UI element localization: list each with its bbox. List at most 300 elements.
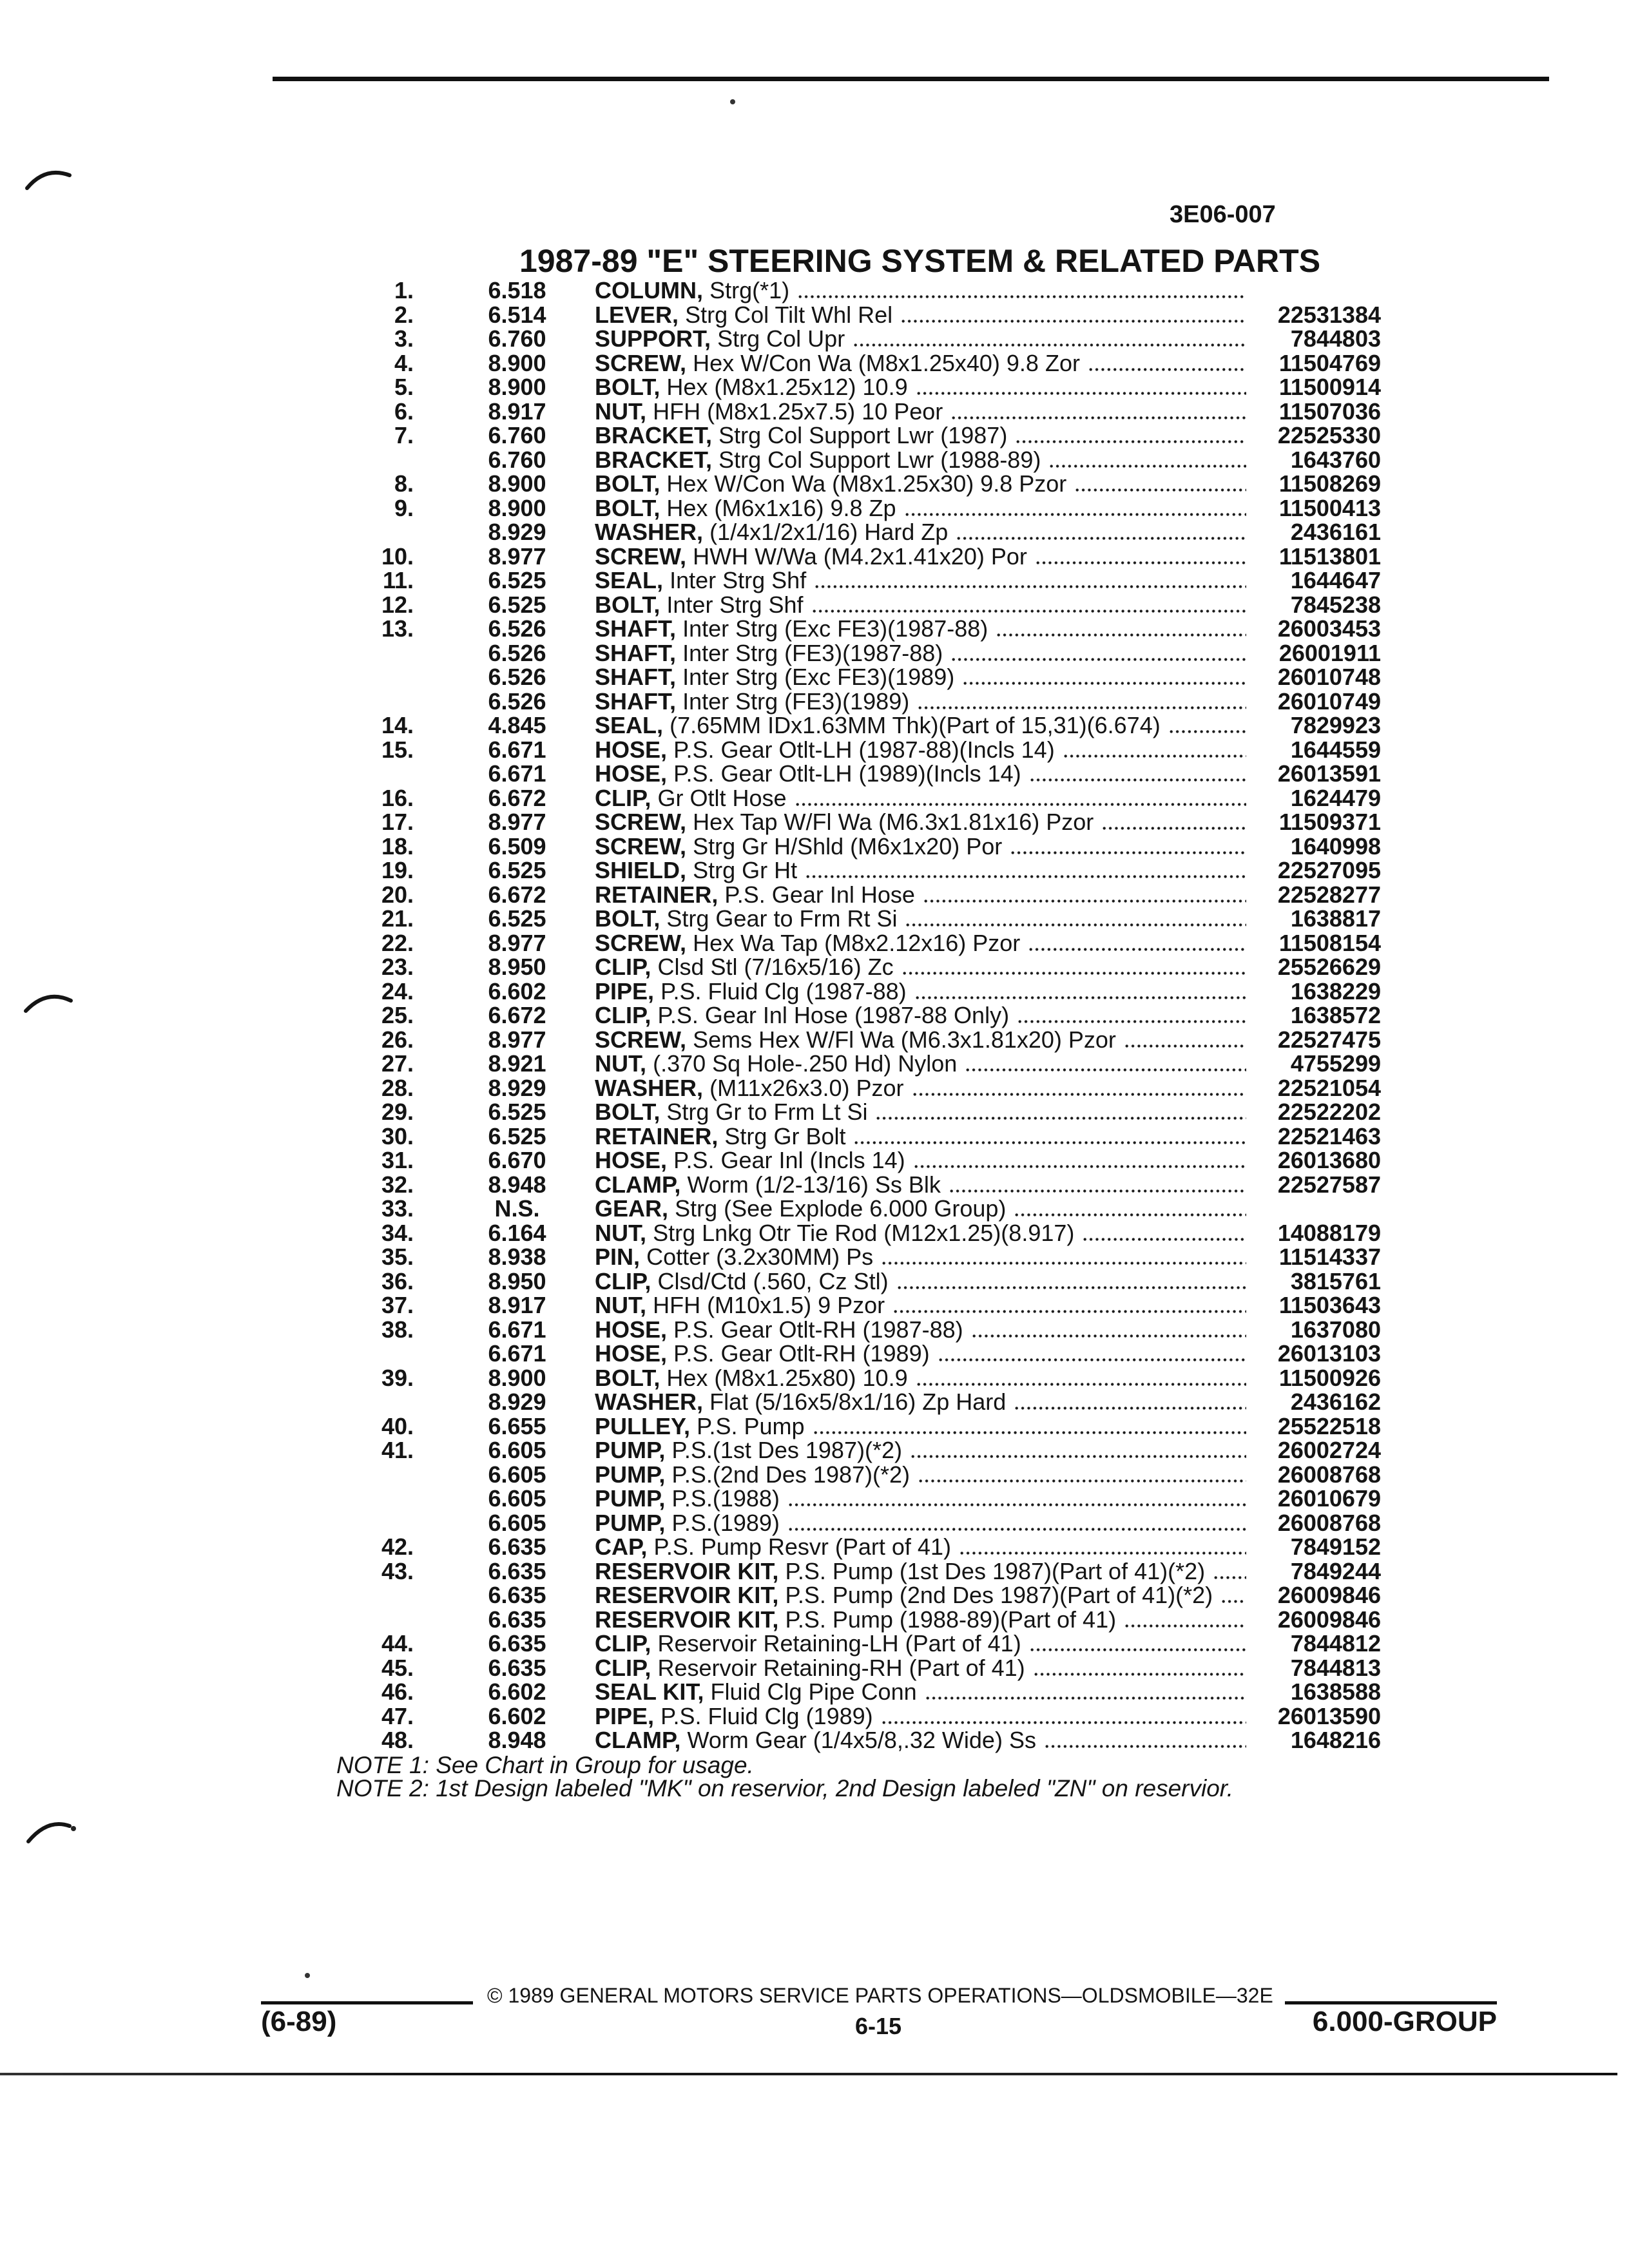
footer-right-rule	[1285, 2001, 1497, 2004]
item-number: 15.	[381, 736, 414, 763]
group-number: 8.948	[488, 1727, 546, 1753]
part-name: NUT,	[595, 1050, 646, 1077]
table-row	[335, 1318, 1381, 1342]
group-number: 6.526	[488, 664, 546, 690]
part-name: NUT,	[595, 1219, 646, 1246]
part-name: CLAMP,	[595, 1171, 681, 1198]
part-spec: P.S. Gear Otlt-RH (1987-88)	[673, 1316, 963, 1343]
part-spec: Strg Gr Bolt	[724, 1122, 846, 1149]
dot-leader	[1168, 730, 1246, 733]
group-number: 6.671	[488, 1340, 546, 1367]
part-number: 7849152	[1290, 1533, 1381, 1560]
part-number: 22522202	[1277, 1099, 1381, 1125]
part-name: BOLT,	[595, 591, 660, 618]
description-cell	[595, 858, 1250, 883]
part-number: 7829923	[1290, 712, 1381, 738]
part-number: 2436162	[1290, 1389, 1381, 1415]
dot-leader	[1029, 1648, 1246, 1651]
item-number: 19.	[381, 857, 414, 883]
part-number: 7844803	[1290, 325, 1381, 352]
item-number: 4.	[394, 349, 414, 376]
dot-leader	[787, 1503, 1246, 1506]
description-cell	[595, 1559, 1250, 1584]
group-number: 6.525	[488, 1099, 546, 1125]
part-name: SCREW,	[595, 1026, 687, 1053]
description-cell	[595, 1463, 1250, 1487]
group-number: 6.602	[488, 977, 546, 1004]
table-row	[335, 1148, 1381, 1173]
dot-leader	[901, 972, 1246, 975]
part-number: 3815761	[1290, 1267, 1381, 1294]
part-name: PUMP,	[595, 1437, 666, 1463]
dot-leader	[1124, 1044, 1246, 1048]
part-spec: Reservoir Retaining-LH (Part of 41)	[657, 1630, 1021, 1657]
part-spec: P.S. Gear Inl Hose (1987-88 Only)	[657, 1002, 1010, 1028]
table-row	[335, 1535, 1381, 1559]
item-number: 6.	[394, 398, 414, 425]
table-row	[335, 496, 1381, 521]
part-spec: P.S. Gear Otlt-RH (1989)	[673, 1340, 930, 1367]
description-cell	[595, 1148, 1250, 1173]
item-number: 26.	[381, 1026, 414, 1053]
part-spec: P.S.(1989)	[671, 1509, 780, 1536]
table-row	[335, 713, 1381, 738]
description-cell	[595, 1656, 1250, 1680]
part-spec: Strg Gear to Frm Rt Si	[666, 905, 898, 932]
part-spec: Strg Gr H/Shld (M6x1x20) Por	[693, 832, 1003, 860]
table-row	[335, 1173, 1381, 1197]
dot-leader	[1063, 754, 1246, 758]
part-spec: P.S. Pump (1st Des 1987)(Part of 41)(*2)	[785, 1557, 1206, 1584]
part-spec: Cotter (3.2x30MM) Ps	[646, 1244, 874, 1270]
table-row	[335, 1414, 1381, 1439]
description-cell	[595, 1486, 1250, 1511]
description-cell	[595, 1221, 1250, 1245]
table-row	[335, 1608, 1381, 1632]
table-row	[335, 1100, 1381, 1124]
dot-leader	[950, 416, 1246, 419]
group-number: 8.977	[488, 809, 546, 835]
part-spec: Hex (M6x1x16) 9.8 Zp	[666, 494, 896, 521]
dot-leader	[881, 1262, 1246, 1265]
table-row	[335, 858, 1381, 883]
part-name: SEAL,	[595, 712, 664, 738]
part-name: BOLT,	[595, 494, 660, 521]
description-cell	[595, 351, 1250, 376]
part-number: 1638817	[1290, 905, 1381, 932]
table-row	[335, 448, 1381, 472]
part-name: CAP,	[595, 1533, 648, 1560]
group-number: 8.900	[488, 374, 546, 400]
part-name: BOLT,	[595, 1099, 660, 1125]
part-number: 11514337	[1278, 1244, 1381, 1270]
dot-leader	[1082, 1238, 1246, 1241]
part-name: BOLT,	[595, 470, 660, 497]
item-number: 13.	[381, 615, 414, 642]
group-number: 6.518	[488, 277, 546, 303]
part-number: 1644559	[1290, 736, 1381, 763]
group-number: 8.900	[488, 349, 546, 376]
group-number: 6.760	[488, 325, 546, 352]
item-number: 28.	[381, 1074, 414, 1101]
part-spec: P.S. Pump Resvr (Part of 41)	[653, 1533, 951, 1560]
part-spec: P.S. Pump (2nd Des 1987)(Part of 41)(*2)	[785, 1582, 1213, 1608]
description-cell	[595, 665, 1250, 689]
item-number: 14.	[381, 712, 414, 738]
group-number: 6.605	[488, 1485, 546, 1512]
item-number: 36.	[381, 1267, 414, 1294]
group-number: 8.917	[488, 1292, 546, 1318]
dot-leader	[912, 1093, 1246, 1096]
part-number: 7845238	[1290, 591, 1381, 618]
part-name: BOLT,	[595, 905, 660, 932]
dot-leader	[1048, 465, 1246, 468]
description-cell	[595, 1269, 1250, 1294]
table-row	[335, 786, 1381, 811]
part-number: 26001911	[1278, 639, 1381, 666]
part-name: COLUMN,	[595, 277, 703, 303]
description-cell	[595, 423, 1250, 448]
description-cell	[595, 1390, 1250, 1414]
item-number: 38.	[381, 1316, 414, 1343]
group-number: 8.900	[488, 494, 546, 521]
part-spec: Worm (1/2-13/16) Ss Blk	[687, 1171, 941, 1198]
part-number: 1644647	[1290, 567, 1381, 593]
description-cell	[595, 1173, 1250, 1197]
description-cell	[595, 472, 1250, 496]
part-number: 11507036	[1278, 398, 1381, 425]
item-number: 9.	[394, 494, 414, 521]
part-number: 26013590	[1277, 1702, 1381, 1729]
part-number: 26010749	[1277, 687, 1381, 715]
part-spec: Hex W/Con Wa (M8x1.25x40) 9.8 Zor	[693, 349, 1080, 376]
item-number: 34.	[381, 1219, 414, 1246]
description-cell	[595, 1631, 1250, 1656]
part-spec: Worm Gear (1/4x5/8,.32 Wide) Ss	[687, 1727, 1036, 1753]
part-number: 26008768	[1277, 1509, 1381, 1536]
dot-leader	[1088, 368, 1246, 371]
note-2: NOTE 2: 1st Design labeled "MK" on reservior, 2nd Design labeled "ZN" on reservior.	[336, 1775, 1234, 1802]
dot-leader	[996, 633, 1246, 637]
group-number: 8.900	[488, 470, 546, 497]
part-spec: Inter Strg (FE3)(1989)	[682, 687, 910, 715]
part-number: 1643760	[1290, 446, 1381, 473]
dot-leader	[965, 1068, 1246, 1072]
item-number: 46.	[381, 1678, 414, 1705]
dot-leader	[918, 1479, 1246, 1483]
item-number: 5.	[394, 374, 414, 400]
group-number: 6.635	[488, 1557, 546, 1584]
description-cell	[595, 689, 1250, 714]
group-number: 6.525	[488, 591, 546, 618]
page-title: 1987-89 "E" STEERING SYSTEM & RELATED PARTS	[519, 243, 1321, 279]
item-number: 21.	[381, 905, 414, 932]
table-row	[335, 1583, 1381, 1608]
description-cell	[595, 1366, 1250, 1390]
dot-leader	[971, 1334, 1246, 1338]
description-cell	[595, 496, 1250, 521]
part-number: 26009846	[1277, 1582, 1381, 1608]
part-number: 22527475	[1277, 1026, 1381, 1053]
dot-leader	[904, 513, 1246, 516]
part-name: RETAINER,	[595, 1122, 718, 1149]
group-number: N.S.	[494, 1195, 540, 1222]
table-row	[335, 1124, 1381, 1149]
description-cell	[595, 979, 1250, 1004]
table-row	[335, 327, 1381, 351]
part-spec: Strg Gr Ht	[693, 857, 798, 883]
dot-leader	[795, 803, 1247, 806]
part-number: 11500914	[1278, 374, 1381, 400]
part-spec: P.S. Pump (1988-89)(Part of 41)	[785, 1606, 1117, 1633]
part-number: 26010748	[1277, 664, 1381, 690]
table-row	[335, 1728, 1381, 1753]
description-cell	[595, 641, 1250, 666]
dot-leader	[1213, 1576, 1246, 1579]
part-number: 1638229	[1290, 977, 1381, 1004]
group-number: 6.164	[488, 1219, 546, 1246]
group-number: 6.514	[488, 301, 546, 328]
part-name: PULLEY,	[595, 1412, 691, 1439]
item-number: 11.	[382, 567, 414, 593]
part-spec: Inter Strg Shf	[666, 591, 804, 618]
description-cell	[595, 1414, 1250, 1439]
item-number: 32.	[381, 1171, 414, 1198]
table-row	[335, 931, 1381, 956]
part-name: BRACKET,	[595, 446, 713, 473]
part-number: 22525330	[1277, 422, 1381, 448]
description-cell	[595, 448, 1250, 472]
item-number: 1.	[394, 277, 414, 303]
part-name: PUMP,	[595, 1461, 666, 1488]
group-number: 6.671	[488, 760, 546, 787]
table-row	[335, 399, 1381, 424]
part-number: 26009846	[1277, 1606, 1381, 1633]
item-number: 3.	[394, 325, 414, 352]
table-row	[335, 1680, 1381, 1704]
dot-leader	[925, 1696, 1246, 1700]
part-name: SHAFT,	[595, 615, 676, 642]
dot-leader	[853, 1141, 1246, 1144]
part-spec: Inter Strg Shf	[670, 567, 807, 593]
part-number: 26013591	[1277, 760, 1381, 787]
part-number: 22527587	[1277, 1171, 1381, 1198]
dot-leader	[900, 320, 1246, 323]
dot-leader	[787, 1528, 1246, 1531]
table-row	[335, 979, 1381, 1004]
table-row	[335, 617, 1381, 641]
part-number: 1638572	[1290, 1002, 1381, 1028]
part-name: SCREW,	[595, 809, 687, 835]
item-number: 20.	[381, 881, 414, 908]
part-name: PIPE,	[595, 977, 655, 1004]
part-spec: Strg Col Support Lwr (1987)	[718, 422, 1008, 448]
description-cell	[595, 1583, 1250, 1608]
punch-hole-shadow-mark	[28, 1824, 70, 1841]
table-row	[335, 1656, 1381, 1680]
description-cell	[595, 278, 1250, 303]
part-name: SCREW,	[595, 349, 687, 376]
dot-leader	[914, 996, 1246, 999]
table-row	[335, 1221, 1381, 1245]
part-spec: P.S.(2nd Des 1987)(*2)	[671, 1461, 910, 1488]
description-cell	[595, 1704, 1250, 1729]
part-spec: Clsd/Ctd (.560, Cz Stl)	[657, 1267, 889, 1294]
group-number: 6.605	[488, 1509, 546, 1536]
group-number: 6.671	[488, 736, 546, 763]
group-number: 8.950	[488, 954, 546, 980]
table-row	[335, 1245, 1381, 1269]
part-number: 11500926	[1278, 1364, 1381, 1391]
group-number: 6.635	[488, 1630, 546, 1657]
part-name: CLAMP,	[595, 1727, 681, 1753]
part-name: CLIP,	[595, 784, 651, 811]
item-number: 33.	[381, 1195, 414, 1222]
description-cell	[595, 1318, 1250, 1342]
table-row	[335, 1293, 1381, 1318]
group-number: 6.760	[488, 422, 546, 448]
part-number: 22528277	[1277, 881, 1381, 908]
part-spec: Hex Tap W/Fl Wa (M6.3x1.81x16) Pzor	[693, 809, 1094, 835]
table-row	[335, 1631, 1381, 1656]
dot-leader	[892, 1310, 1246, 1313]
part-name: LEVER,	[595, 301, 679, 328]
table-row	[335, 423, 1381, 448]
group-number: 8.917	[488, 398, 546, 425]
part-number: 1624479	[1290, 784, 1381, 811]
group-number: 8.977	[488, 1026, 546, 1053]
part-name: NUT,	[595, 1292, 646, 1318]
item-number: 30.	[381, 1122, 414, 1149]
part-name: SHAFT,	[595, 639, 676, 666]
dot-leader	[1033, 1673, 1246, 1676]
dot-leader	[797, 295, 1246, 298]
dot-leader	[1014, 1213, 1246, 1216]
part-name: PIPE,	[595, 1702, 655, 1729]
part-name: HOSE,	[595, 736, 668, 763]
table-row	[335, 1438, 1381, 1463]
table-row	[335, 1028, 1381, 1052]
dot-leader	[814, 585, 1246, 588]
item-number: 12.	[381, 591, 414, 618]
description-cell	[595, 399, 1250, 424]
group-number: 6.525	[488, 905, 546, 932]
dot-leader	[1014, 1407, 1246, 1410]
part-name: HOSE,	[595, 760, 668, 787]
part-spec: P.S. Gear Otlt-LH (1989)(Incls 14)	[673, 760, 1021, 787]
page-number: 6-15	[855, 2013, 902, 2039]
description-cell	[595, 931, 1250, 956]
part-number: 7844812	[1290, 1630, 1381, 1657]
part-spec: Strg(*1)	[709, 277, 790, 303]
group-number: 8.921	[488, 1050, 546, 1077]
part-name: HOSE,	[595, 1147, 668, 1173]
group-number: 8.938	[488, 1244, 546, 1270]
part-spec: Strg Lnkg Otr Tie Rod (M12x1.25)(8.917)	[653, 1219, 1075, 1246]
dot-leader	[938, 1358, 1246, 1361]
part-spec: Sems Hex W/Fl Wa (M6.3x1.81x20) Pzor	[693, 1026, 1116, 1053]
part-name: GEAR,	[595, 1195, 669, 1222]
item-number: 31.	[381, 1147, 414, 1173]
part-name: PUMP,	[595, 1509, 666, 1536]
scan-speck	[730, 99, 735, 104]
group-number: 6.526	[488, 687, 546, 715]
group-number: 6.670	[488, 1147, 546, 1173]
part-name: SCREW,	[595, 929, 687, 956]
part-number: 26003453	[1277, 615, 1381, 642]
part-name: CLIP,	[595, 954, 651, 980]
part-spec: Hex W/Con Wa (M8x1.25x30) 9.8 Pzor	[666, 470, 1067, 497]
description-cell	[595, 1728, 1250, 1753]
item-number: 44.	[381, 1630, 414, 1657]
part-number: 26013680	[1277, 1147, 1381, 1173]
table-row	[335, 1486, 1381, 1511]
group-number: 8.929	[488, 1074, 546, 1101]
description-cell	[595, 786, 1250, 811]
part-name: CLIP,	[595, 1630, 651, 1657]
group-label: 6.000-GROUP	[1312, 2006, 1497, 2037]
item-number: 18.	[381, 832, 414, 860]
dot-leader	[905, 923, 1246, 927]
item-number: 47.	[381, 1702, 414, 1729]
part-name: CLIP,	[595, 1002, 651, 1028]
dot-leader	[917, 706, 1246, 709]
punch-hole-shadow-mark	[26, 997, 71, 1011]
part-name: SUPPORT,	[595, 325, 711, 352]
part-name: SEAL,	[595, 567, 664, 593]
table-row	[335, 1559, 1381, 1584]
part-name: RESERVOIR KIT,	[595, 1582, 779, 1608]
part-name: BOLT,	[595, 374, 660, 400]
item-number: 29.	[381, 1099, 414, 1125]
part-name: RESERVOIR KIT,	[595, 1557, 779, 1584]
part-number: 11503643	[1278, 1292, 1381, 1318]
item-number: 41.	[381, 1437, 414, 1463]
group-number: 6.672	[488, 1002, 546, 1028]
table-row	[335, 593, 1381, 617]
table-row	[335, 375, 1381, 399]
item-number: 39.	[381, 1364, 414, 1391]
part-name: NUT,	[595, 398, 646, 425]
dot-leader	[1028, 948, 1246, 951]
part-name: CLIP,	[595, 1654, 651, 1681]
dot-leader	[1010, 851, 1246, 854]
part-name: SHIELD,	[595, 857, 687, 883]
part-name: HOSE,	[595, 1340, 668, 1367]
group-number: 8.950	[488, 1267, 546, 1294]
item-number: 27.	[381, 1050, 414, 1077]
part-spec: HFH (M10x1.5) 9 Pzor	[653, 1292, 885, 1318]
dot-leader	[1124, 1624, 1246, 1628]
part-number: 4755299	[1290, 1050, 1381, 1077]
description-cell	[595, 1293, 1250, 1318]
dot-leader	[1101, 827, 1246, 830]
dot-leader	[1220, 1600, 1246, 1603]
part-name: SEAL KIT,	[595, 1678, 704, 1705]
description-cell	[595, 955, 1250, 979]
part-spec: P.S. Fluid Clg (1987-88)	[660, 977, 907, 1004]
description-cell	[595, 1680, 1250, 1704]
part-spec: (.370 Sq Hole-.250 Hd) Nylon	[653, 1050, 958, 1077]
table-row	[335, 810, 1381, 834]
description-cell	[595, 375, 1250, 399]
dot-leader	[1074, 488, 1246, 492]
description-cell	[595, 1535, 1250, 1559]
document-code: 3E06-007	[1170, 201, 1276, 228]
part-spec: Inter Strg (FE3)(1987-88)	[682, 639, 943, 666]
description-cell	[595, 1100, 1250, 1124]
table-row	[335, 303, 1381, 327]
